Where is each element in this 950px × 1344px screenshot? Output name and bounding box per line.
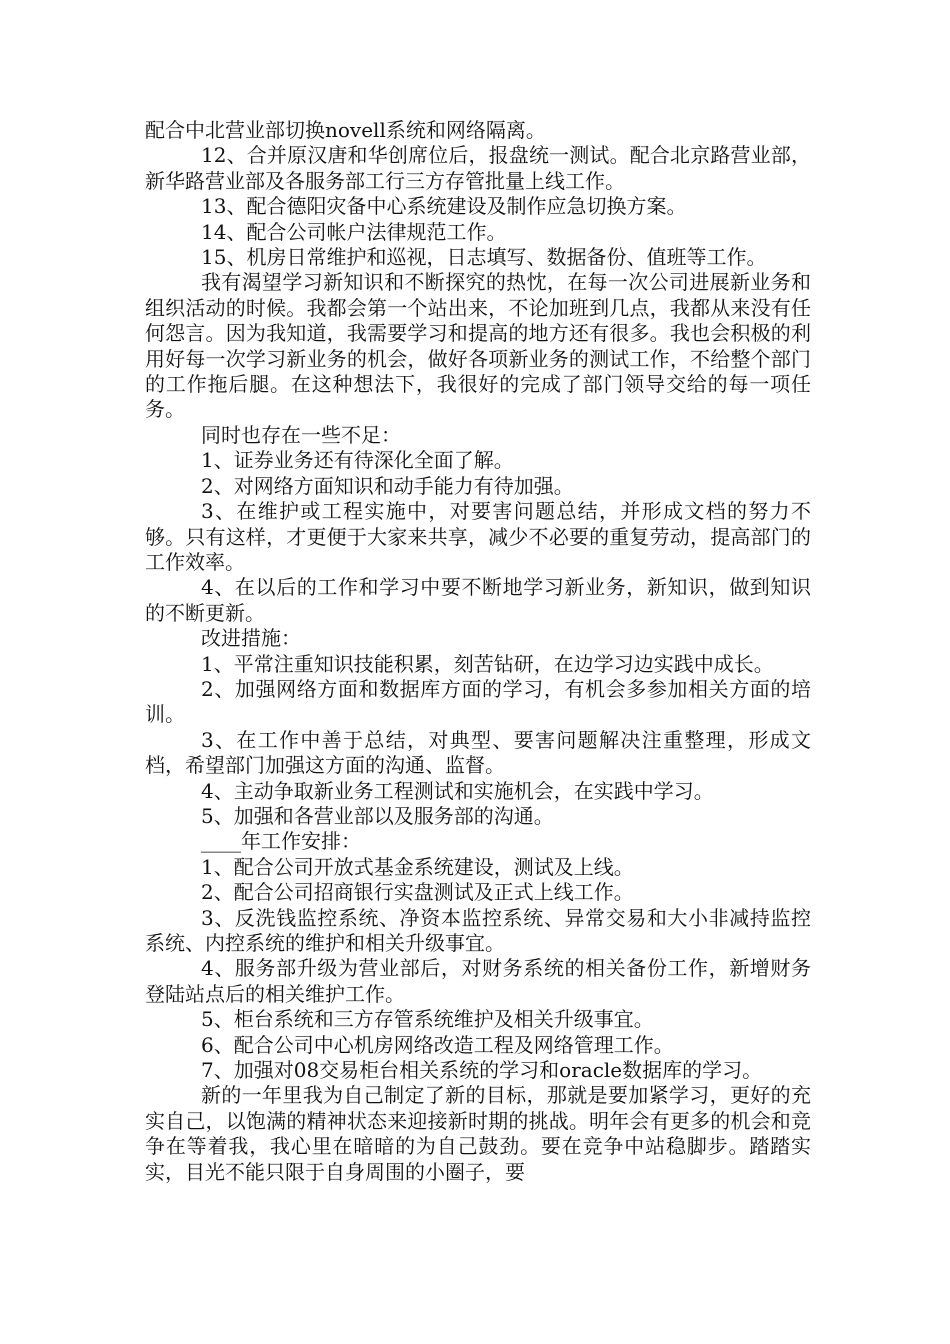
paragraph: 2、加强网络方面和数据库方面的学习，有机会多参加相关方面的培训。	[145, 676, 811, 727]
paragraph: 5、加强和各营业部以及服务部的沟通。	[201, 803, 554, 828]
paragraph: 4、服务部升级为营业部后，对财务系统的相关备份工作，新增财务登陆站点后的相关维护工作。	[145, 956, 811, 1006]
paragraph: 1、证券业务还有待深化全面了解。	[201, 448, 514, 473]
paragraph: 改进措施：	[201, 626, 301, 651]
paragraph: ____年工作安排：	[201, 829, 361, 854]
paragraph: 6、配合公司中心机房网络改造工程及网络管理工作。	[201, 1032, 674, 1057]
paragraph: 3、反洗钱监控系统、净资本监控系统、异常交易和大小非减持监控系统、内控系统的维护和相关升级事宜。	[145, 905, 811, 955]
document-body	[145, 118, 811, 1185]
paragraph: 3、在维护或工程实施中，对要害问题总结，并形成文档的努力不够。只有这样，才更便于大家来共享，减少不必要的重复劳动，提高部门的工作效率。	[145, 499, 811, 574]
paragraph: 1、配合公司开放式基金系统建设，测试及上线。	[201, 854, 634, 879]
paragraph: 15、机房日常维护和巡视，日志填写、数据备份、值班等工作。	[201, 245, 767, 270]
paragraph: 3、在工作中善于总结，对典型、要害问题解决注重整理，形成文档，希望部门加强这方面的沟通、监督。	[145, 727, 811, 778]
paragraph: 2、对网络方面知识和动手能力有待加强。	[201, 473, 574, 498]
paragraph: 1、平常注重知识技能积累，刻苦钻研，在边学习边实践中成长。	[201, 651, 774, 676]
paragraph: 我有渴望学习新知识和不断探究的热忱，在每一次公司进展新业务和组织活动的时候。我都会第一个站出来，不论加班到几点，我都从来没有任何怨言。因为我知道，我需要学习和提高的地方还有很多。我也会积极的利用好每一次学习新业务的机会，做好各项新业务的测试工作，不给整个部门的工作拖后腿。在这种想法下，我很好的完成了部门领导交给的每一项任务。	[145, 270, 811, 422]
paragraph: 配合中北营业部切换novell系统和网络隔离。	[145, 118, 546, 142]
paragraph: 5、柜台系统和三方存管系统维护及相关升级事宜。	[201, 1007, 654, 1032]
paragraph: 同时也存在一些不足：	[201, 422, 401, 447]
paragraph: 12、合并原汉唐和华创席位后，报盘统一测试。配合北京路营业部，新华路营业部及各服务部工行三方存管批量上线工作。	[145, 143, 811, 193]
paragraph: 4、主动争取新业务工程测试和实施机会，在实践中学习。	[201, 778, 714, 803]
paragraph: 4、在以后的工作和学习中要不断地学习新业务，新知识，做到知识的不断更新。	[145, 575, 811, 625]
paragraph: 新的一年里我为自己制定了新的目标，那就是要加紧学习，更好的充实自己，以饱满的精神状态来迎接新时期的挑战。明年会有更多的机会和竞争在等着我，我心里在暗暗的为自己鼓劲。要在竞争中站稳脚步。踏踏实实，目光不能只限于自身周围的小圈子，要	[145, 1083, 811, 1184]
paragraph: 2、配合公司招商银行实盘测试及正式上线工作。	[201, 880, 634, 905]
paragraph: 13、配合德阳灾备中心系统建设及制作应急切换方案。	[201, 194, 687, 219]
paragraph: 7、加强对08交易柜台相关系统的学习和oracle数据库的学习。	[201, 1058, 763, 1083]
paragraph: 14、配合公司帐户法律规范工作。	[201, 219, 507, 244]
